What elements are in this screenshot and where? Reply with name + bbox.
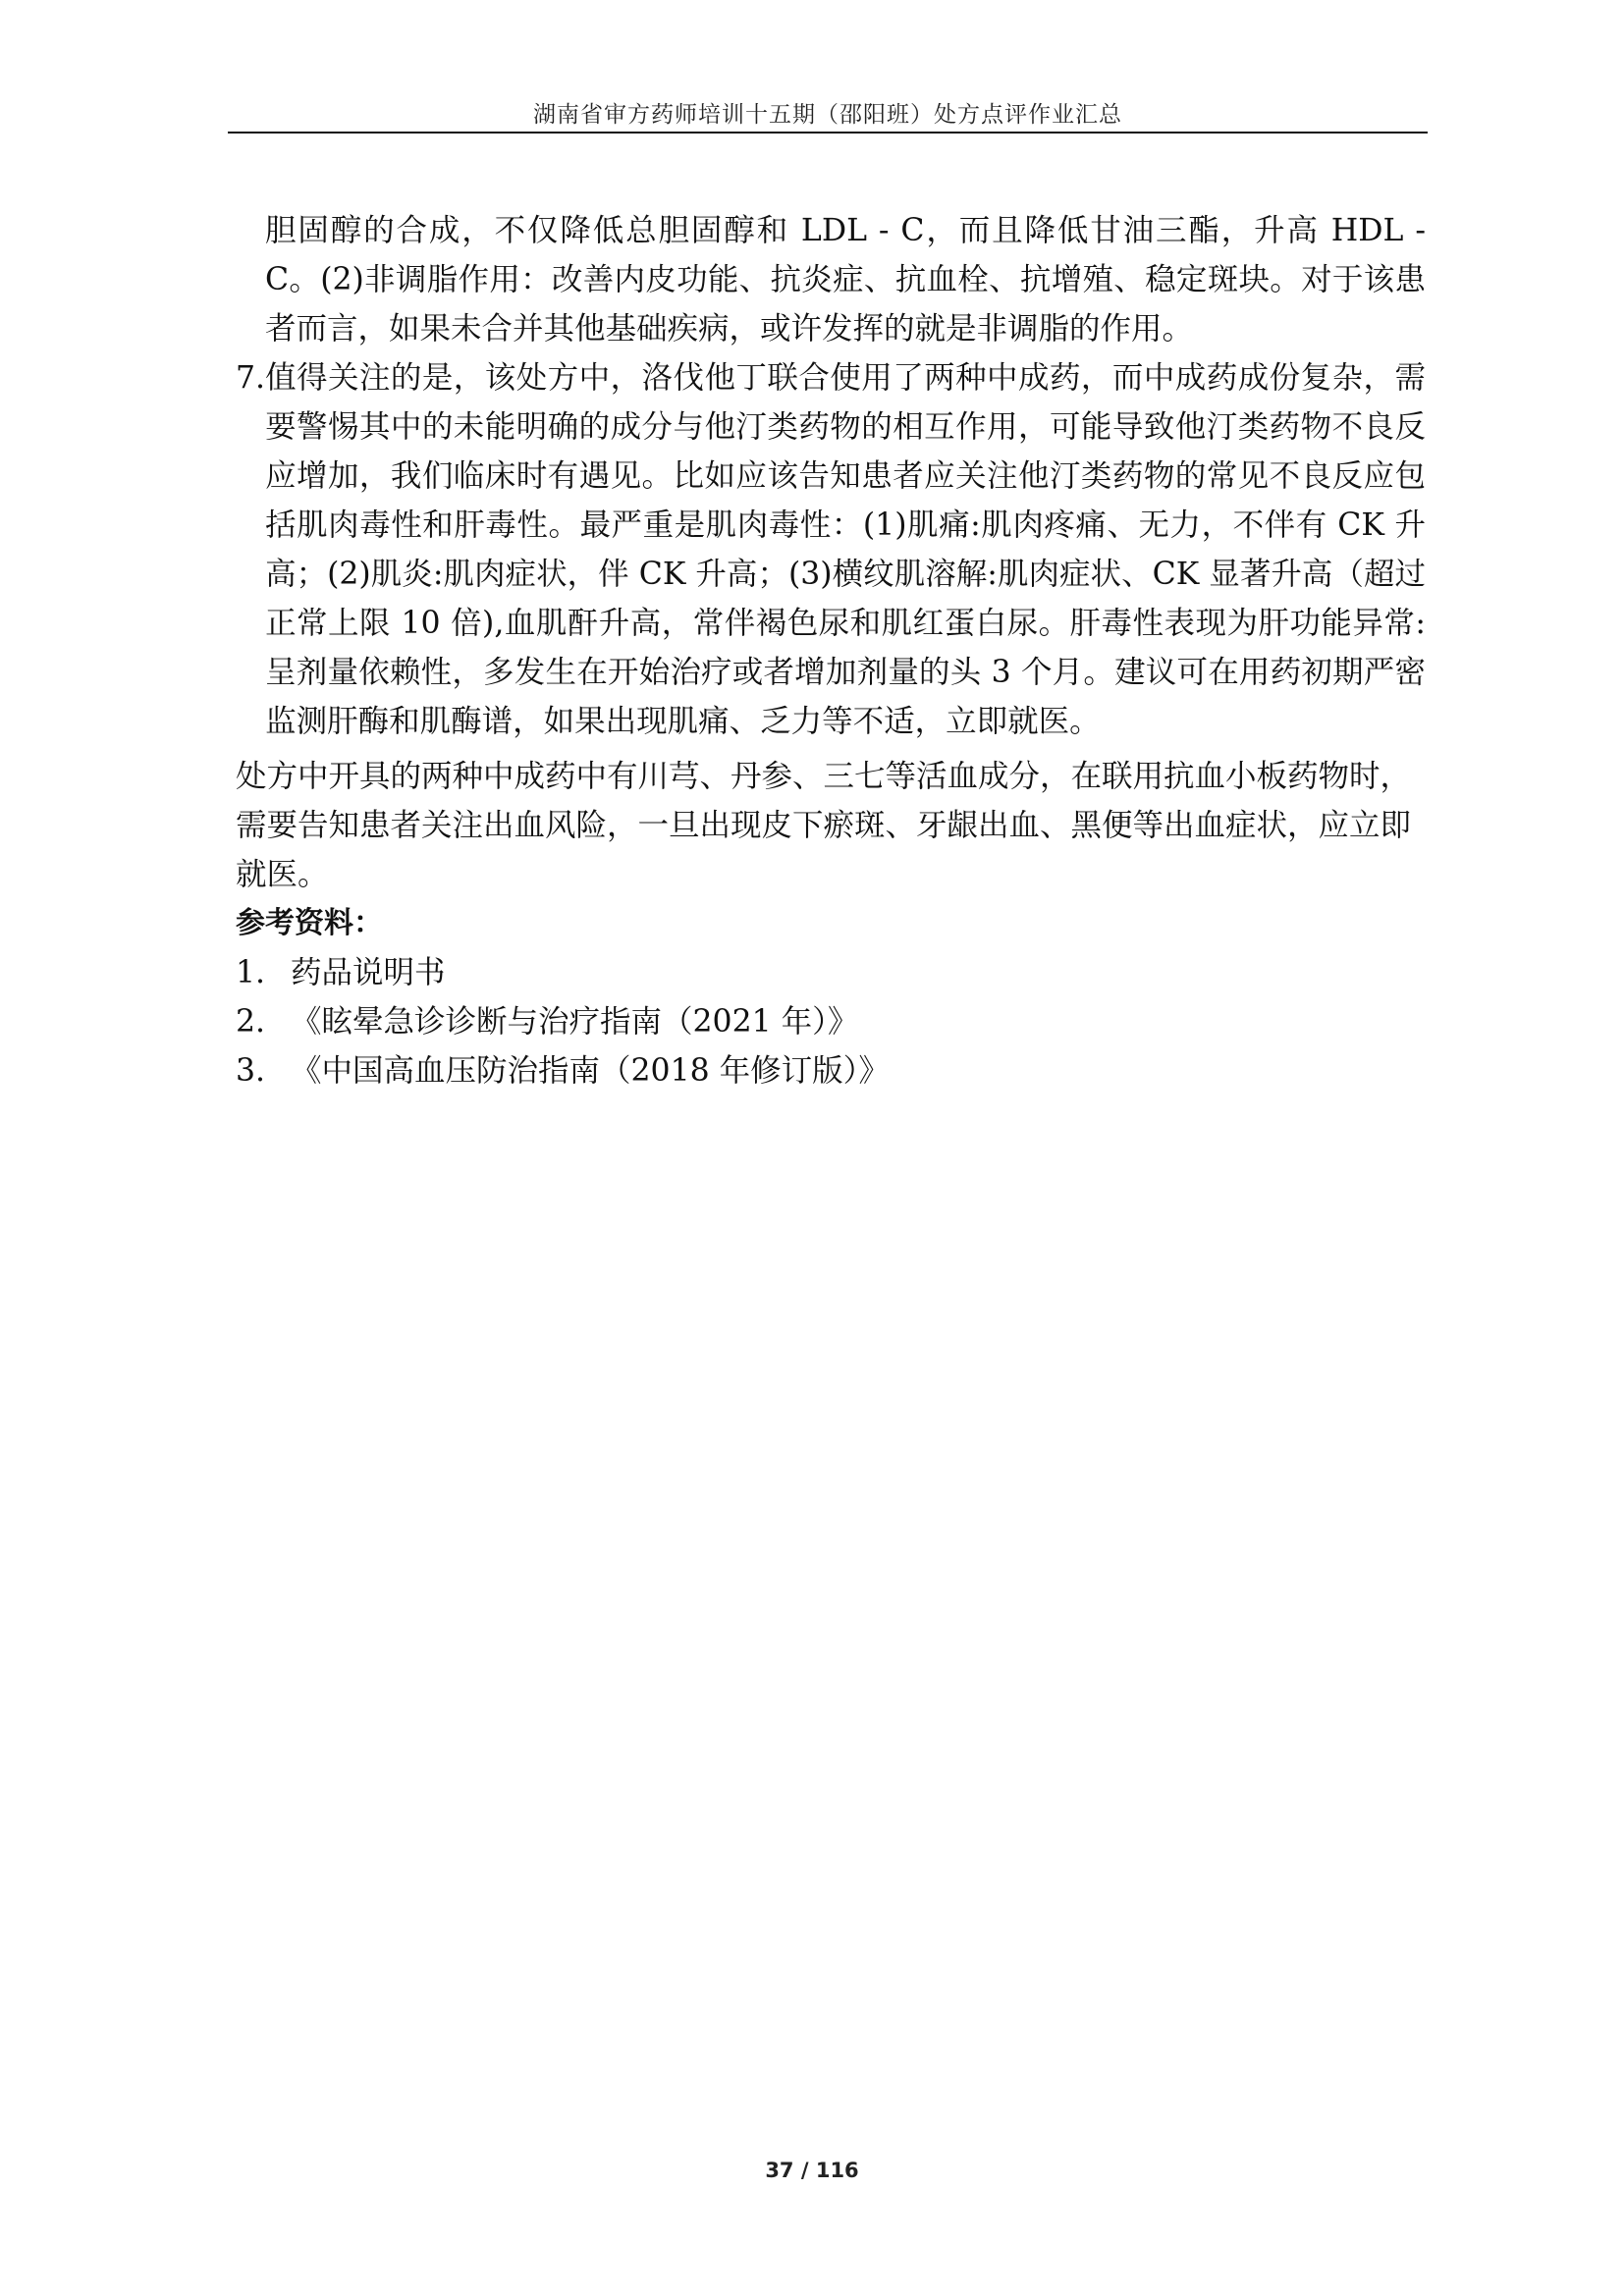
reference-number: 1.: [236, 955, 266, 990]
reference-item: [236, 997, 1426, 1046]
closing-paragraph: 处方中开具的两种中成药中有川芎、丹参、三七等活血成分，在联用抗血小板药物时，需要告知患者关注出血风险，一旦出现皮下瘀斑、牙龈出血、黑便等出血症状，应立即就医。: [236, 759, 1412, 892]
list-item-number: 7.: [236, 360, 266, 396]
page-number: 37 / 116: [765, 2159, 859, 2182]
references-heading: 参考资料：: [236, 906, 383, 940]
reference-number: 2.: [236, 1004, 266, 1040]
list-item-7: [236, 353, 1426, 746]
reference-text: 药品说明书: [291, 955, 446, 990]
reference-item: [236, 948, 1426, 997]
reference-text: 《中国高血压防治指南（2018 年修订版）》: [291, 1053, 890, 1089]
reference-number: 3.: [236, 1053, 266, 1089]
reference-item: [236, 1046, 1426, 1095]
continuation-paragraph: 胆固醇的合成，不仅降低总胆固醇和 LDL - C，而且降低甘油三酯，升高 HDL - C。(2)非调脂作用：改善内皮功能、抗炎症、抗血栓、抗增殖、稳定斑块。对于该患者而言，如果未合并其他基础疾病，或许发挥的就是非调脂的作用。: [265, 213, 1426, 347]
page-content: [236, 206, 1426, 1095]
header-divider: [228, 132, 1428, 133]
running-header: 湖南省审方药师培训十五期（邵阳班）处方点评作业汇总: [533, 102, 1122, 128]
references-list: [236, 948, 1426, 1095]
list-item-text: 值得关注的是，该处方中，洛伐他丁联合使用了两种中成药，而中成药成份复杂，需要警惕其中的未能明确的成分与他汀类药物的相互作用，可能导致他汀类药物不良反应增加，我们临床时有遇见。比如应该告知患者应关注他汀类药物的常见不良反应包括肌肉毒性和肝毒性。最严重是肌肉毒性：(1)肌痛:肌肉疼痛、无力，不伴有 CK 升高；(2)肌炎:肌肉症状，伴 CK 升高；(3)横纹肌溶解:肌肉症状、CK 显著升高（超过正常上限 10 倍),血肌酐升高，常伴褐色尿和肌红蛋白尿。肝毒性表现为肝功能异常:呈剂量依赖性，多发生在开始治疗或者增加剂量的头 3 个月。建议可在用药初期严密监测肝酶和肌酶谱，如果出现肌痛、乏力等不适，立即就医。: [265, 360, 1426, 739]
reference-text: 《眩晕急诊诊断与治疗指南（2021 年）》: [291, 1004, 859, 1040]
